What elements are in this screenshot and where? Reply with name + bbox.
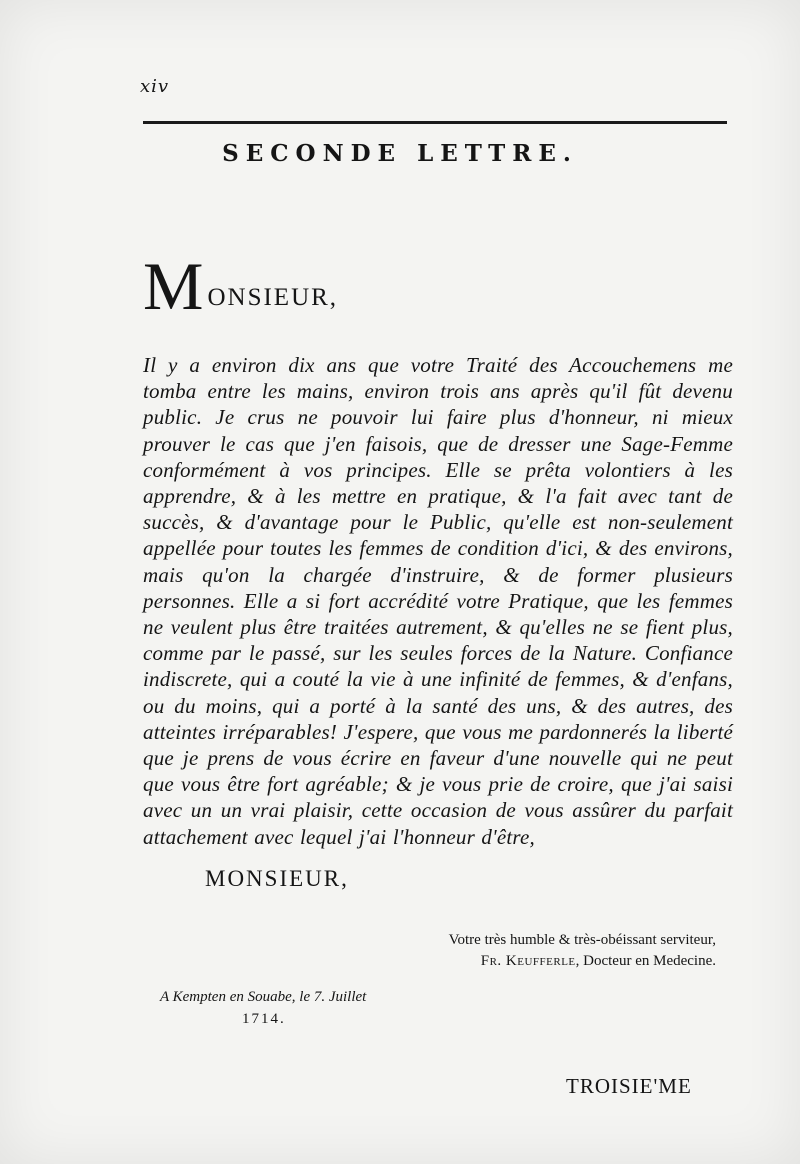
signature-author	[360, 951, 716, 972]
letter-title: SECONDE LETTRE.	[222, 140, 578, 167]
place-date	[160, 986, 366, 1030]
page-header	[140, 76, 730, 100]
page-number: xiv	[140, 76, 170, 97]
salutation-text: ONSIEUR,	[207, 284, 339, 311]
salutation	[143, 248, 339, 324]
author-title: , Docteur en Medecine.	[575, 953, 716, 969]
place-date-line: A Kempten en Souabe, le 7. Juillet	[160, 989, 367, 1005]
signature-block	[360, 930, 716, 972]
drop-cap: M	[143, 248, 204, 324]
letter-body: Il y a environ dix ans que votre Traité des Accouchemens me tomba entre les mains, environ trois ans après qu'il fût devenu public. Je crus ne pouvoir lui faire plus d'honneur, ni mieux prouver le cas que j'en faisois, que de dresser une Sage-Femme conformément à vos principes. Elle se prêta volontiers à les apprendre, & à les mettre en pratique, & l'a fait avec tant de succès, & d'avantage pour le Public, qu'elle est non-seulement appellée pour toutes les femmes de condition d'ici, & des environs, mais qu'on la chargée d'instruire, & de former plusieurs personnes. Elle a si fort accrédité votre Pratique, que les femmes ne veulent plus être traitées autrement, & qu'elles ne se fient plus, comme par le passé, sur les seules forces de la Nature. Confiance indiscrete, qui a couté la vie à une infinité de femmes, & d'enfans, ou du moins, qui a porté à la santé des uns, & des autres, des atteintes irréparables! J'espere, que vous me pardonnerés la liberté que je prens de vous écrire en faveur d'une nouvelle qui ne peut que vous être fort agréable; & je vous prie de croire, que j'ai saisi avec un un vrai plaisir, cette occasion de vous assûrer du parfait attachement avec lequel j'ai l'honneur d'être,	[143, 353, 733, 849]
header-rule	[143, 121, 727, 124]
closing-salutation: MONSIEUR,	[205, 866, 349, 891]
letter-year: 1714.	[242, 1011, 286, 1027]
author-name: Fr. Keufferle	[480, 953, 576, 969]
signature-line: Votre très humble & très-obéissant serviteur,	[448, 932, 716, 948]
catchword: TROISIE'ME	[566, 1074, 692, 1098]
